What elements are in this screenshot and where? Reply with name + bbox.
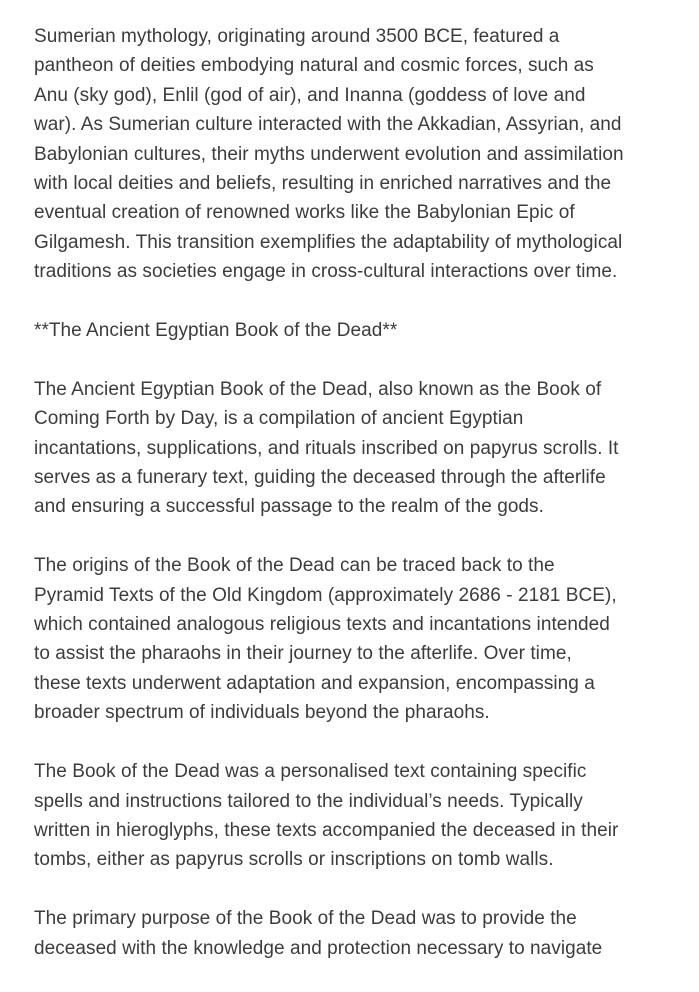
text-line: Anu (sky god), Enlil (god of air), and Inanna (goddess of love and bbox=[34, 84, 586, 106]
text-line: The primary purpose of the Book of the Dead was to provide the bbox=[34, 908, 577, 930]
section-heading bbox=[34, 316, 674, 345]
text-line: written in hieroglyphs, these texts accompanied the deceased in their bbox=[34, 819, 619, 841]
paragraph-origins bbox=[34, 551, 674, 727]
text-line: The Book of the Dead was a personalised text containing specific bbox=[34, 761, 587, 783]
heading-text: **The Ancient Egyptian Book of the Dead** bbox=[34, 320, 398, 342]
text-line: traditions as societies engage in cross-cultural interactions over time. bbox=[34, 261, 618, 283]
text-line: serves as a funerary text, guiding the deceased through the afterlife bbox=[34, 467, 606, 489]
text-line: to assist the pharaohs in their journey to the afterlife. Over time, bbox=[34, 643, 572, 665]
text-line: tombs, either as papyrus scrolls or inscriptions on tomb walls. bbox=[34, 849, 554, 871]
text-line: with local deities and beliefs, resulting in enriched narratives and the bbox=[34, 173, 612, 195]
text-line: Pyramid Texts of the Old Kingdom (approximately 2686 - 2181 BCE), bbox=[34, 584, 617, 606]
text-line: Babylonian cultures, their myths underwent evolution and assimilation bbox=[34, 143, 624, 165]
text-line: The origins of the Book of the Dead can be traced back to the bbox=[34, 555, 555, 577]
text-line: broader spectrum of individuals beyond the pharaohs. bbox=[34, 702, 490, 724]
paragraph-book-of-dead-intro bbox=[34, 375, 674, 522]
text-line: spells and instructions tailored to the individual’s needs. Typically bbox=[34, 790, 583, 812]
text-line: these texts underwent adaptation and expansion, encompassing a bbox=[34, 672, 595, 694]
text-line: which contained analogous religious texts and incantations intended bbox=[34, 614, 610, 636]
text-line: pantheon of deities embodying natural and cosmic forces, such as bbox=[34, 55, 594, 77]
text-line: Coming Forth by Day, is a compilation of ancient Egyptian bbox=[34, 408, 524, 430]
text-line: deceased with the knowledge and protection necessary to navigate bbox=[34, 937, 603, 959]
paragraph-personalised-text bbox=[34, 757, 674, 875]
text-line: and ensuring a successful passage to the realm of the gods. bbox=[34, 496, 544, 518]
text-line: incantations, supplications, and rituals inscribed on papyrus scrolls. It bbox=[34, 437, 619, 459]
text-line: Gilgamesh. This transition exemplifies the adaptability of mythological bbox=[34, 231, 623, 253]
text-line: Sumerian mythology, originating around 3500 BCE, featured a bbox=[34, 26, 560, 47]
text-line: war). As Sumerian culture interacted with the Akkadian, Assyrian, and bbox=[34, 114, 622, 136]
paragraph-sumerian-mythology bbox=[34, 22, 674, 287]
text-line: The Ancient Egyptian Book of the Dead, also known as the Book of bbox=[34, 378, 602, 400]
paragraph-primary-purpose bbox=[34, 904, 674, 963]
text-line: eventual creation of renowned works like the Babylonian Epic of bbox=[34, 202, 575, 224]
article-body bbox=[34, 22, 674, 992]
